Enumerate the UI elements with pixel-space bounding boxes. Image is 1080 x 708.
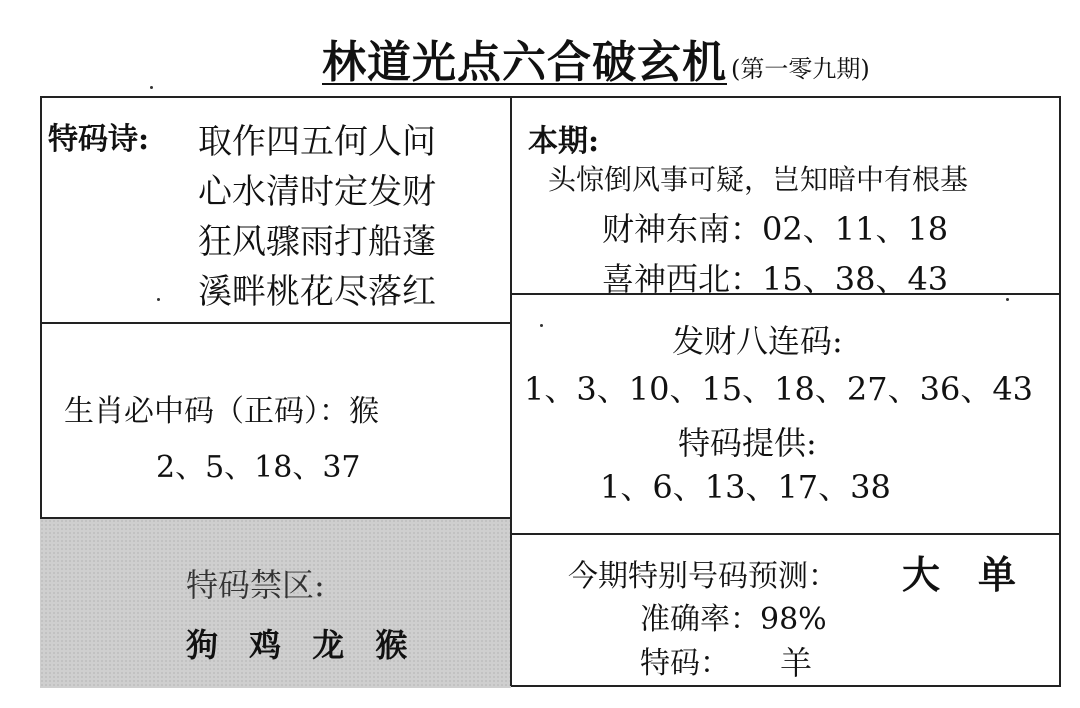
- zodiac-label: 生肖必中码（正码）：猴: [64, 394, 379, 429]
- frame-top-line: [40, 96, 1061, 98]
- poem-line-1: 取作四五何人问: [198, 122, 436, 162]
- issue-number: (第一零九期): [731, 55, 870, 83]
- zodiac-numbers: 2、5、18、37: [156, 450, 361, 485]
- poem-label: 特码诗:: [48, 122, 150, 157]
- current-verse: 头惊倒风事可疑，岂知暗中有根基: [548, 163, 969, 196]
- forbidden-animals: 狗 鸡 龙 猴: [186, 626, 418, 664]
- scan-speck: [150, 86, 153, 89]
- joy-god: 喜神西北：15、38、43: [602, 260, 949, 298]
- eight-label: 发财八连码:: [672, 322, 843, 360]
- eight-numbers: 1、3、10、15、18、27、36、43: [524, 370, 1034, 408]
- frame-right-line: [1059, 96, 1061, 686]
- poem-line-3: 狂风骤雨打船蓬: [198, 222, 436, 262]
- header: [322, 26, 870, 88]
- special-numbers: 1、6、13、17、38: [600, 468, 891, 506]
- frame-left-line: [40, 96, 42, 519]
- poem-line-2: 心水清时定发财: [198, 172, 436, 212]
- scan-speck: [157, 298, 160, 301]
- prediction-label: 今期特别号码预测：: [568, 559, 838, 594]
- forbidden-label: 特码禁区:: [186, 566, 325, 604]
- scan-speck: [1006, 298, 1009, 301]
- frame-center-line: [510, 96, 512, 686]
- prediction-value: 大 单: [902, 552, 1017, 597]
- left-divider-2: [40, 517, 511, 519]
- current-label: 本期:: [528, 124, 600, 159]
- page-title: 林道光点六合破玄机: [322, 37, 727, 88]
- accuracy: 准确率：98%: [640, 602, 827, 637]
- poem-line-4: 溪畔桃花尽落红: [198, 272, 436, 312]
- wealth-god: 财神东南：02、11、18: [602, 210, 949, 248]
- frame-bottom-line: [511, 685, 1061, 687]
- right-divider-2: [511, 533, 1061, 535]
- left-divider-1: [40, 322, 511, 324]
- special-label: 特码提供:: [678, 424, 817, 462]
- scan-speck: [540, 324, 543, 327]
- special-code-value: 羊: [780, 644, 813, 682]
- special-code-label: 特码：: [640, 646, 730, 681]
